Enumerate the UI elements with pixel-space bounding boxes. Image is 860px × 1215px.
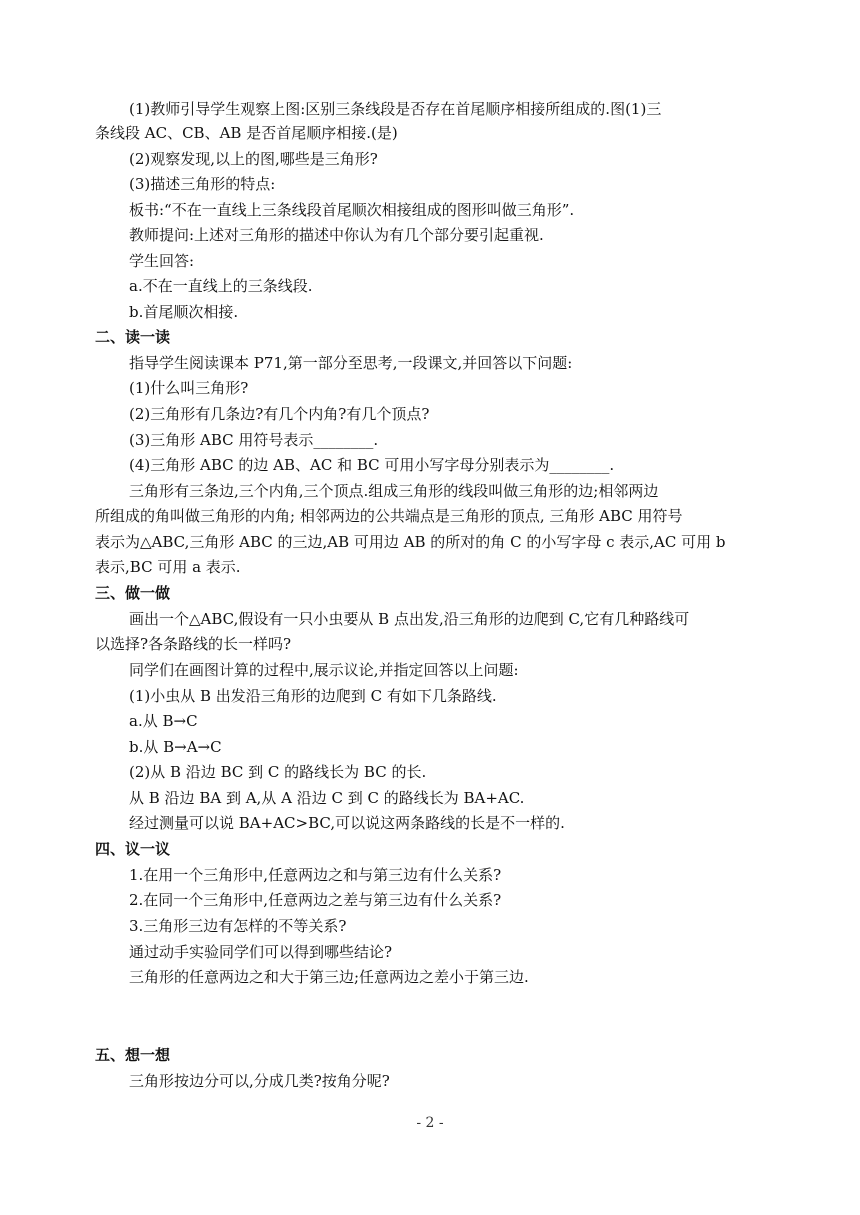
discuss-line-3: 3.三角形三边有怎样的不等关系? [129,917,347,935]
do-line-7: 从 B 沿边 BA 到 A,从 A 沿边 C 到 C 的路线长为 BA+AC. [129,789,525,807]
do-line-1: 画出一个△ABC,假设有一只小虫要从 B 点出发,沿三角形的边爬到 C,它有几种路线可 [129,610,690,628]
intro-line-8: b.首尾顺次相接. [129,303,239,321]
section-heading-read: 二、读一读 [95,328,171,346]
intro-line-1-cont: 条线段 AC、CB、AB 是否首尾顺序相接.(是) [95,124,398,142]
read-line-4: (3)三角形 ABC 用符号表示________. [129,431,379,449]
think-line-1: 三角形按边分可以,分成几类?按角分呢? [129,1072,390,1090]
discuss-line-2: 2.在同一个三角形中,任意两边之差与第三边有什么关系? [129,891,502,909]
do-line-1-cont: 以选择?各条路线的长一样吗? [95,635,292,653]
read-line-6-cont-3: 表示,BC 可用 a 表示. [95,558,241,576]
intro-line-4: 板书:“不在一直线上三条线段首尾顺次相接组成的图形叫做三角形”. [129,201,575,219]
read-line-6-cont-2: 表示为△ABC,三角形 ABC 的三边,AB 可用边 AB 的所对的角 C 的小写字母 c 表示,AC 可用 b [95,533,726,551]
page-number: - 2 - [416,1115,444,1131]
discuss-line-5: 三角形的任意两边之和大于第三边;任意两边之差小于第三边. [129,968,529,986]
do-line-3: (1)小虫从 B 出发沿三角形的边爬到 C 有如下几条路线. [129,687,497,705]
discuss-line-1: 1.在用一个三角形中,任意两边之和与第三边有什么关系? [129,866,502,884]
intro-line-7: a.不在一直线上的三条线段. [129,277,313,295]
intro-line-6: 学生回答: [129,252,195,270]
discuss-line-4: 通过动手实验同学们可以得到哪些结论? [129,943,393,961]
do-line-2: 同学们在画图计算的过程中,展示议论,并指定回答以上问题: [129,661,519,679]
do-line-4: a.从 B→C [129,712,198,730]
read-line-2: (1)什么叫三角形? [129,379,249,397]
do-line-6: (2)从 B 沿边 BC 到 C 的路线长为 BC 的长. [129,763,427,781]
read-line-6: 三角形有三条边,三个内角,三个顶点.组成三角形的线段叫做三角形的边;相邻两边 [129,482,659,500]
do-line-8: 经过测量可以说 BA+AC>BC,可以说这两条路线的长是不一样的. [129,814,565,832]
read-line-3: (2)三角形有几条边?有几个内角?有几个顶点? [129,405,430,423]
section-heading-discuss: 四、议一议 [95,840,171,858]
section-heading-do: 三、做一做 [95,584,171,602]
read-line-5: (4)三角形 ABC 的边 AB、AC 和 BC 可用小写字母分别表示为________. [129,456,615,474]
read-line-6-cont-1: 所组成的角叫做三角形的内角; 相邻两边的公共端点是三角形的顶点, 三角形 ABC 用符号 [95,507,683,525]
section-heading-think: 五、想一想 [95,1046,171,1064]
intro-line-2: (2)观察发现,以上的图,哪些是三角形? [129,150,378,168]
intro-line-3: (3)描述三角形的特点: [129,175,276,193]
intro-line-1: (1)教师引导学生观察上图:区别三条线段是否存在首尾顺序相接所组成的.图(1)三 [129,100,662,118]
read-line-1: 指导学生阅读课本 P71,第一部分至思考,一段课文,并回答以下问题: [129,354,573,372]
do-line-5: b.从 B→A→C [129,738,222,756]
intro-line-5: 教师提问:上述对三角形的描述中你认为有几个部分要引起重视. [129,226,544,244]
